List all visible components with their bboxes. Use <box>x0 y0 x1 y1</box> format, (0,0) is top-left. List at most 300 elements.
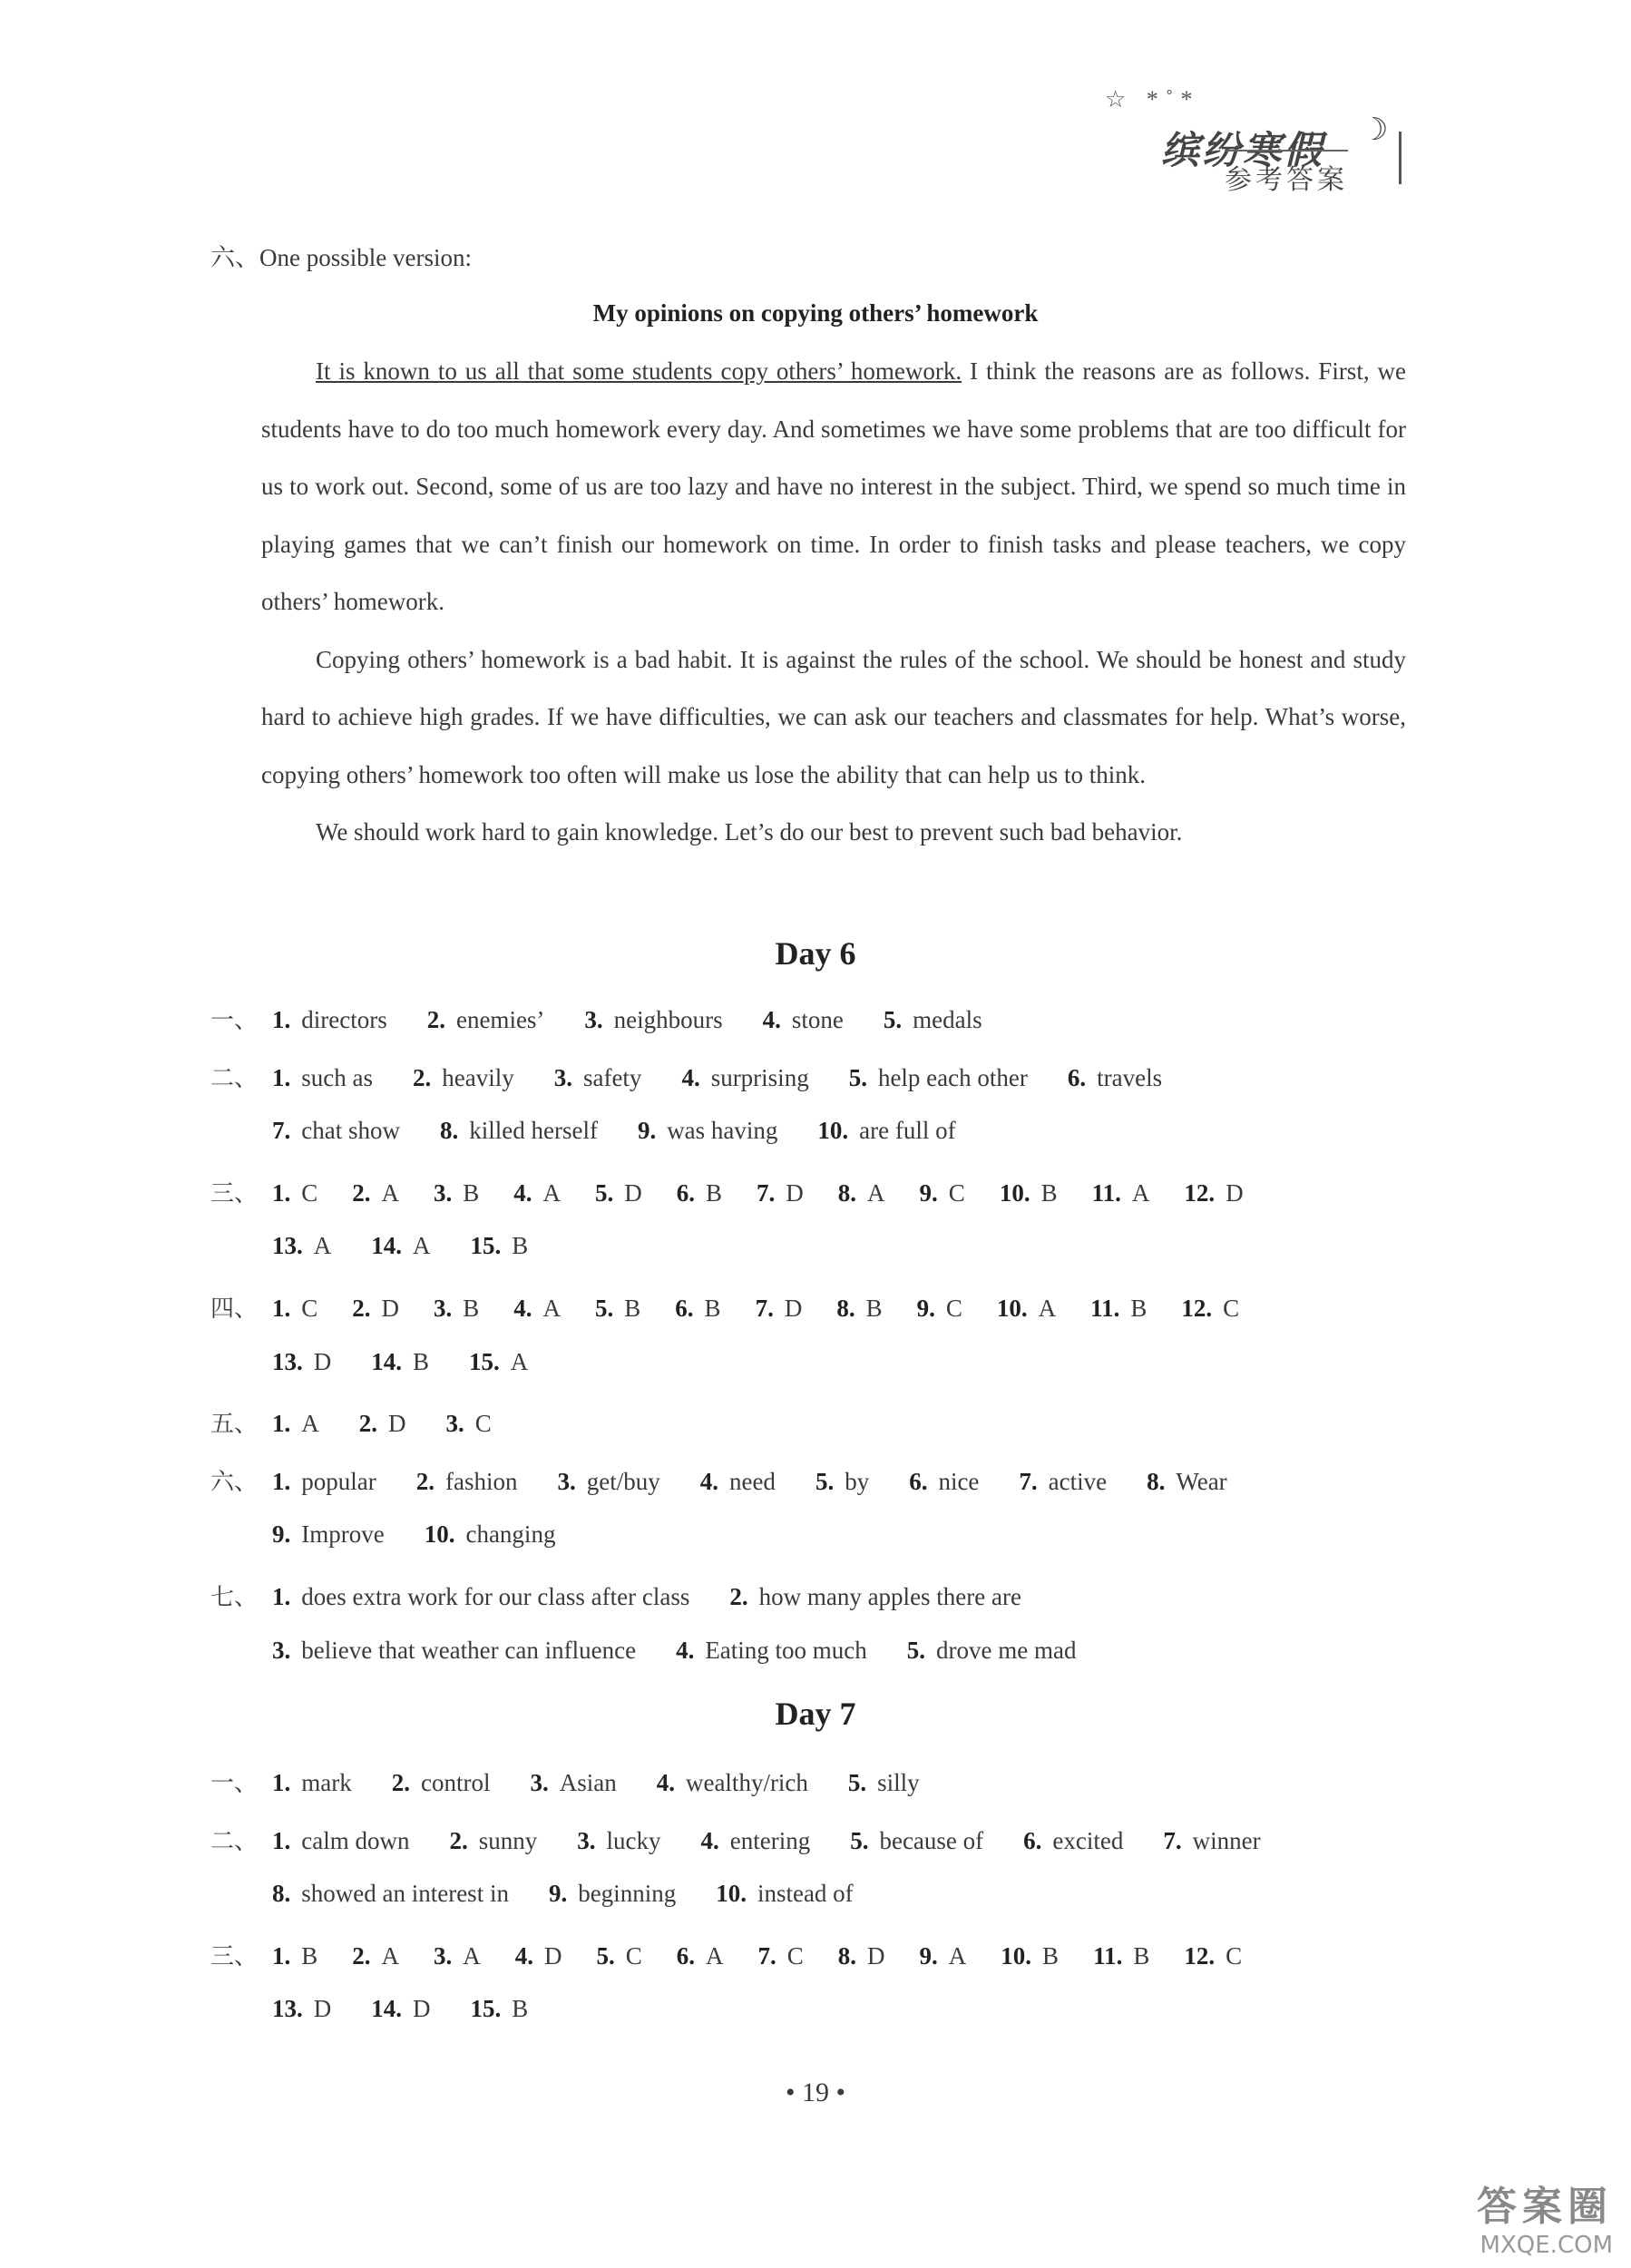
answer-row <box>210 1823 1301 1856</box>
essay-paragraph-1 <box>261 343 1406 631</box>
answer-text: D <box>381 1295 400 1322</box>
question-number: 5. <box>595 1295 614 1322</box>
answer-item <box>907 1637 1077 1665</box>
answer-text: B <box>1042 1941 1060 1970</box>
answer-text: excited <box>1052 1826 1124 1854</box>
question-number: 4. <box>699 1467 718 1495</box>
answer-item <box>425 1520 556 1549</box>
question-number: 1. <box>272 1941 291 1970</box>
answer-text: A <box>413 1232 431 1260</box>
answer-text: was having <box>667 1117 778 1145</box>
question-number: 3. <box>434 1941 453 1970</box>
answer-text: Wear <box>1176 1467 1227 1495</box>
answer-item <box>849 1064 1028 1092</box>
answer-row <box>210 1002 1022 1035</box>
watermark-url: MXQE.COM <box>1480 2232 1613 2259</box>
answer-item <box>440 1117 598 1145</box>
answer-item <box>272 1179 317 1207</box>
section-label: 二、 <box>210 1827 259 1855</box>
answer-text: Asian <box>559 1769 617 1796</box>
answer-item <box>434 1295 479 1323</box>
answer-item <box>471 1232 529 1260</box>
answer-item <box>997 1295 1056 1323</box>
answer-item <box>595 1295 640 1323</box>
answer-text: B <box>1130 1295 1148 1322</box>
answer-item <box>1093 1942 1149 1970</box>
answer-item <box>371 1232 430 1260</box>
answer-item <box>1090 1295 1147 1323</box>
answer-item <box>352 1295 399 1323</box>
answer-item <box>850 1827 983 1855</box>
answer-item <box>272 1827 409 1855</box>
answer-row <box>210 1463 1267 1497</box>
question-number: 15. <box>469 1347 500 1375</box>
answer-text: A <box>463 1941 481 1970</box>
answer-row <box>272 1637 1116 1665</box>
question-number: 1. <box>272 1826 291 1854</box>
question-number: 2. <box>391 1769 410 1796</box>
answer-item <box>530 1769 616 1797</box>
question-number: 4. <box>513 1295 532 1322</box>
question-number: 8. <box>272 1880 291 1908</box>
day7-title: Day 7 <box>775 1696 856 1732</box>
answer-text: enemies’ <box>455 1006 545 1033</box>
question-number: 9. <box>919 1178 938 1207</box>
answer-item <box>595 1179 642 1207</box>
question-number: 9. <box>919 1941 938 1970</box>
answer-item <box>272 1232 331 1260</box>
answer-text: fashion <box>444 1467 518 1495</box>
answer-text: killed herself <box>469 1117 598 1145</box>
answer-item <box>817 1117 955 1145</box>
question-number: 8. <box>837 1941 857 1970</box>
section-label: 五、 <box>210 1411 259 1439</box>
answer-text: stone <box>791 1006 844 1033</box>
question-number: 10. <box>424 1520 455 1549</box>
answer-text: B <box>463 1295 480 1322</box>
answer-item <box>700 1468 776 1496</box>
answer-text: B <box>1040 1178 1058 1207</box>
answer-text: lucky <box>606 1826 661 1854</box>
answer-row <box>272 1880 894 1908</box>
question-number: 5. <box>848 1063 867 1091</box>
answer-item <box>272 1769 352 1797</box>
answer-text: B <box>865 1295 883 1322</box>
answer-item <box>1023 1827 1123 1855</box>
answer-text: entering <box>729 1826 811 1854</box>
answer-item <box>513 1295 561 1323</box>
answer-text: nice <box>938 1467 980 1495</box>
question-number: 3. <box>584 1006 603 1033</box>
answer-text: neighbours <box>613 1006 723 1033</box>
answer-text: travels <box>1097 1063 1163 1091</box>
answer-text: B <box>512 1232 529 1260</box>
question-number: 3. <box>530 1769 549 1796</box>
question-number: 5. <box>847 1769 867 1796</box>
page-number: • 19 • <box>785 2077 845 2107</box>
watermark <box>1477 2174 1613 2259</box>
essay-title: My opinions on copying others’ homework <box>592 299 1039 327</box>
question-number: 11. <box>1091 1178 1121 1207</box>
answer-item <box>515 1942 562 1970</box>
question-number: 4. <box>514 1941 534 1970</box>
answer-text: A <box>381 1178 400 1207</box>
answer-item <box>677 1179 722 1207</box>
answer-item <box>909 1468 979 1496</box>
answer-item <box>836 1295 882 1323</box>
question-number: 12. <box>1184 1178 1216 1207</box>
answer-row <box>272 1117 996 1145</box>
section-label: 三、 <box>210 1179 259 1207</box>
answer-item <box>557 1468 659 1496</box>
answer-item <box>272 1995 331 2023</box>
answer-text: are full of <box>859 1117 956 1145</box>
answer-text: sunny <box>478 1826 538 1854</box>
answer-text: Eating too much <box>705 1636 867 1664</box>
answer-text: D <box>624 1178 642 1207</box>
question-number: 10. <box>996 1295 1028 1322</box>
question-number: 6. <box>1067 1063 1087 1091</box>
answer-text: D <box>413 1995 431 2023</box>
answer-item <box>1000 1179 1058 1207</box>
question-number: 4. <box>700 1826 719 1854</box>
question-number: 8. <box>439 1117 459 1145</box>
answer-item <box>554 1064 642 1092</box>
question-number: 3. <box>557 1467 576 1495</box>
answer-text: A <box>1038 1295 1057 1322</box>
answer-item <box>272 1880 509 1908</box>
answer-item <box>352 1179 399 1207</box>
answer-row <box>210 1405 532 1439</box>
answer-text: D <box>867 1941 885 1970</box>
answer-text: A <box>313 1232 332 1260</box>
answer-item <box>716 1880 853 1908</box>
question-number: 3. <box>577 1826 596 1854</box>
answer-row <box>210 1938 1276 1971</box>
answer-item <box>1184 1942 1242 1970</box>
question-number: 11. <box>1093 1941 1123 1970</box>
question-number: 7. <box>1163 1826 1182 1854</box>
answer-item <box>1019 1468 1107 1496</box>
answer-item <box>272 1348 331 1376</box>
question-number: 3. <box>553 1063 572 1091</box>
answer-text: does extra work for our class after class <box>301 1583 690 1610</box>
question-number: 2. <box>729 1583 748 1610</box>
answer-item <box>392 1769 491 1797</box>
answer-row <box>210 1060 1202 1093</box>
answer-item <box>272 1117 400 1145</box>
question-number: 4. <box>656 1769 675 1796</box>
header-logo <box>1089 86 1397 196</box>
answer-item <box>1184 1179 1243 1207</box>
question-number: 8. <box>837 1178 857 1207</box>
answer-text: C <box>625 1941 642 1970</box>
answer-item <box>471 1995 529 2023</box>
answer-item <box>549 1880 676 1908</box>
question-number: 6. <box>675 1295 694 1322</box>
answer-item <box>272 1942 317 1970</box>
section-label: 七、 <box>210 1584 259 1611</box>
essay-body <box>261 343 1406 862</box>
question-number: 5. <box>850 1826 869 1854</box>
answer-item <box>1181 1295 1239 1323</box>
answer-item <box>816 1468 869 1496</box>
essay-paragraph-3: We should work hard to gain knowledge. Let’s do our best to prevent such bad behavior. <box>316 818 1183 846</box>
answer-item <box>272 1468 376 1496</box>
answer-item <box>1068 1064 1162 1092</box>
answer-item <box>638 1117 777 1145</box>
answer-item <box>657 1769 808 1797</box>
question-number: 6. <box>676 1178 696 1207</box>
answer-text: D <box>1226 1178 1244 1207</box>
question-number: 5. <box>906 1636 926 1664</box>
question-number: 5. <box>883 1006 903 1033</box>
essay-paragraph-2: Copying others’ homework is a bad habit. It is against the rules of the school. We should be honest and study hard to achieve high grades. If we have difficulties, we can ask our teachers and classmates for help. What’s worse, copying others’ homework too often will make us lose the ability that can help us to think. <box>261 645 1406 788</box>
stars-decoration: ☆ *˚* <box>1105 86 1200 112</box>
answer-text: popular <box>301 1467 376 1495</box>
question-number: 6. <box>909 1467 928 1495</box>
answer-item <box>917 1295 962 1323</box>
answer-item <box>434 1942 481 1970</box>
answer-item <box>763 1006 844 1034</box>
answer-item <box>756 1295 803 1323</box>
answer-text: C <box>945 1295 962 1322</box>
question-number: 12. <box>1181 1295 1213 1322</box>
answer-text: A <box>706 1941 724 1970</box>
question-number: 13. <box>272 1232 303 1260</box>
answer-text: such as <box>301 1063 373 1091</box>
answer-row <box>210 1765 960 1798</box>
answer-item <box>427 1006 545 1034</box>
question-number: 4. <box>762 1006 781 1033</box>
day6-title: Day 6 <box>775 935 856 972</box>
answer-text: drove me mad <box>936 1636 1077 1664</box>
question-number: 3. <box>434 1295 453 1322</box>
question-number: 14. <box>371 1347 402 1375</box>
answer-text: A <box>542 1178 562 1207</box>
section-label: 四、 <box>210 1295 259 1323</box>
question-number: 14. <box>371 1995 402 2023</box>
question-number: 10. <box>817 1117 849 1145</box>
question-number: 12. <box>1184 1941 1216 1970</box>
answer-text: because of <box>879 1826 984 1854</box>
answer-text: help each other <box>877 1063 1028 1091</box>
answer-item <box>838 1179 885 1207</box>
answer-row <box>272 1995 568 2023</box>
answer-text: silly <box>877 1769 920 1796</box>
question-number: 2. <box>352 1295 371 1322</box>
question-number: 13. <box>272 1995 303 2023</box>
answer-text: B <box>706 1178 723 1207</box>
question-number: 15. <box>470 1232 502 1260</box>
answer-row <box>210 1290 1274 1324</box>
answer-text: D <box>313 1995 332 2023</box>
question-number: 9. <box>916 1295 935 1322</box>
question-number: 1. <box>272 1410 291 1438</box>
answer-text: control <box>420 1769 491 1796</box>
answer-text: A <box>301 1410 319 1438</box>
paragraph-1-rest: I think the reasons are as follows. First, we students have to do too much homework every day. And sometimes we have some problems that are too difficult for us to work out. Second, some of us are too lazy and have no interest in the subject. Third, we spend so much time in playing games that we can’t finish our homework on time. In order to finish tasks and please teachers, we copy others’ homework. <box>261 357 1406 615</box>
answer-item <box>758 1942 804 1970</box>
answer-item <box>359 1410 406 1438</box>
answer-item <box>1092 1179 1150 1207</box>
question-number: 3. <box>272 1636 291 1664</box>
answer-item <box>1163 1827 1260 1855</box>
answer-item <box>884 1006 982 1034</box>
answer-text: beginning <box>578 1880 677 1908</box>
question-number: 6. <box>676 1941 696 1970</box>
answer-text: by <box>845 1467 870 1495</box>
question-number: 3. <box>445 1410 464 1438</box>
answer-text: instead of <box>757 1880 854 1908</box>
question-number: 2. <box>412 1063 432 1091</box>
question-number: 6. <box>1023 1826 1042 1854</box>
question-number: 10. <box>999 1178 1030 1207</box>
question-number: 1. <box>272 1295 291 1322</box>
question-number: 14. <box>371 1232 402 1260</box>
answer-text: B <box>301 1941 318 1970</box>
answer-text: A <box>510 1347 529 1375</box>
question-number: 1. <box>272 1063 291 1091</box>
question-number: 1. <box>272 1467 291 1495</box>
answer-text: C <box>786 1941 804 1970</box>
answer-item <box>677 1942 724 1970</box>
question-number: 3. <box>434 1178 453 1207</box>
answer-text: A <box>381 1941 400 1970</box>
essay-intro: 六、One possible version: <box>210 244 472 271</box>
answer-item <box>446 1410 492 1438</box>
answer-item <box>434 1179 479 1207</box>
section-label: 二、 <box>210 1064 259 1092</box>
question-number: 4. <box>513 1178 532 1207</box>
answer-text: mark <box>301 1769 352 1796</box>
question-number: 5. <box>815 1467 835 1495</box>
watermark-logo: 答案圈 <box>1477 2184 1613 2230</box>
answer-text: D <box>388 1410 406 1438</box>
question-number: 7. <box>755 1295 774 1322</box>
question-number: 7. <box>757 1941 776 1970</box>
answer-item <box>416 1468 518 1496</box>
answer-item <box>848 1769 920 1797</box>
answer-item <box>272 1637 636 1665</box>
answer-text: B <box>704 1295 721 1322</box>
question-number: 2. <box>415 1467 435 1495</box>
answer-text: get/buy <box>586 1467 660 1495</box>
question-number: 10. <box>1001 1941 1032 1970</box>
question-number: 1. <box>272 1178 291 1207</box>
question-number: 7. <box>272 1117 291 1145</box>
answer-text: B <box>512 1995 529 2023</box>
answer-item <box>757 1179 804 1207</box>
question-number: 1. <box>272 1769 291 1796</box>
answer-item <box>413 1064 514 1092</box>
question-number: 5. <box>596 1941 615 1970</box>
question-number: 11. <box>1090 1295 1120 1322</box>
answer-item <box>272 1064 373 1092</box>
answer-text: B <box>463 1178 480 1207</box>
answer-text: wealthy/rich <box>685 1769 808 1796</box>
answer-item <box>597 1942 642 1970</box>
answer-text: C <box>1226 1941 1243 1970</box>
answer-text: B <box>624 1295 641 1322</box>
answer-item <box>1147 1468 1227 1496</box>
question-number: 9. <box>548 1880 568 1908</box>
answer-item <box>272 1583 689 1611</box>
question-number: 1. <box>272 1006 291 1033</box>
question-number: 2. <box>358 1410 377 1438</box>
brand-title: 缤纷寒假 <box>1161 128 1325 172</box>
answer-item <box>1001 1942 1059 1970</box>
answer-item <box>272 1006 387 1034</box>
answer-text: D <box>313 1347 332 1375</box>
answer-text: chat show <box>301 1117 400 1145</box>
question-number: 5. <box>595 1178 614 1207</box>
answer-text: C <box>948 1178 965 1207</box>
answer-text: how many apples there are <box>758 1583 1021 1610</box>
question-number: 13. <box>272 1347 303 1375</box>
answer-row <box>272 1348 568 1376</box>
answer-item <box>513 1179 561 1207</box>
question-number: 2. <box>449 1826 468 1854</box>
question-number: 10. <box>716 1880 747 1908</box>
question-number: 2. <box>426 1006 445 1033</box>
answer-item <box>469 1348 528 1376</box>
answer-text: B <box>413 1347 430 1375</box>
section-label: 一、 <box>210 1770 259 1797</box>
question-number: 7. <box>1019 1467 1038 1495</box>
section-label: 六、 <box>210 1468 259 1496</box>
answer-item <box>584 1006 722 1034</box>
answer-item <box>371 1348 429 1376</box>
answer-text: heavily <box>442 1063 514 1091</box>
question-number: 8. <box>836 1295 855 1322</box>
answer-text: calm down <box>301 1826 410 1854</box>
answer-text: safety <box>582 1063 642 1091</box>
swirl-icon: ☽ <box>1361 113 1389 147</box>
answer-text: D <box>544 1941 562 1970</box>
question-number: 9. <box>637 1117 657 1145</box>
answer-item <box>681 1064 808 1092</box>
question-number: 1. <box>272 1583 291 1610</box>
answer-text: C <box>1223 1295 1240 1322</box>
answer-item <box>272 1295 317 1323</box>
answer-text: Improve <box>301 1520 385 1549</box>
question-number: 8. <box>1147 1467 1166 1495</box>
answer-text: B <box>1133 1941 1150 1970</box>
answer-row <box>210 1579 1061 1612</box>
underlined-sentence: It is known to us all that some students copy others’ homework. <box>316 357 962 385</box>
answer-text: A <box>1131 1178 1150 1207</box>
answer-item <box>352 1942 399 1970</box>
question-number: 15. <box>470 1995 502 2023</box>
answer-text: C <box>301 1178 318 1207</box>
answer-text: need <box>728 1467 776 1495</box>
header-subtitle: 参考答案 <box>1225 150 1348 197</box>
answer-text: medals <box>913 1006 982 1033</box>
question-number: 2. <box>352 1941 371 1970</box>
question-number: 9. <box>272 1520 291 1549</box>
section-label: 三、 <box>210 1942 259 1970</box>
answer-item <box>920 1942 967 1970</box>
answer-item <box>577 1827 660 1855</box>
answer-item <box>675 1295 720 1323</box>
answer-text: showed an interest in <box>301 1880 509 1908</box>
answer-text: D <box>786 1178 804 1207</box>
answer-item <box>701 1827 811 1855</box>
answer-item <box>729 1583 1021 1611</box>
answer-item <box>272 1410 319 1438</box>
answer-item <box>371 1995 430 2023</box>
